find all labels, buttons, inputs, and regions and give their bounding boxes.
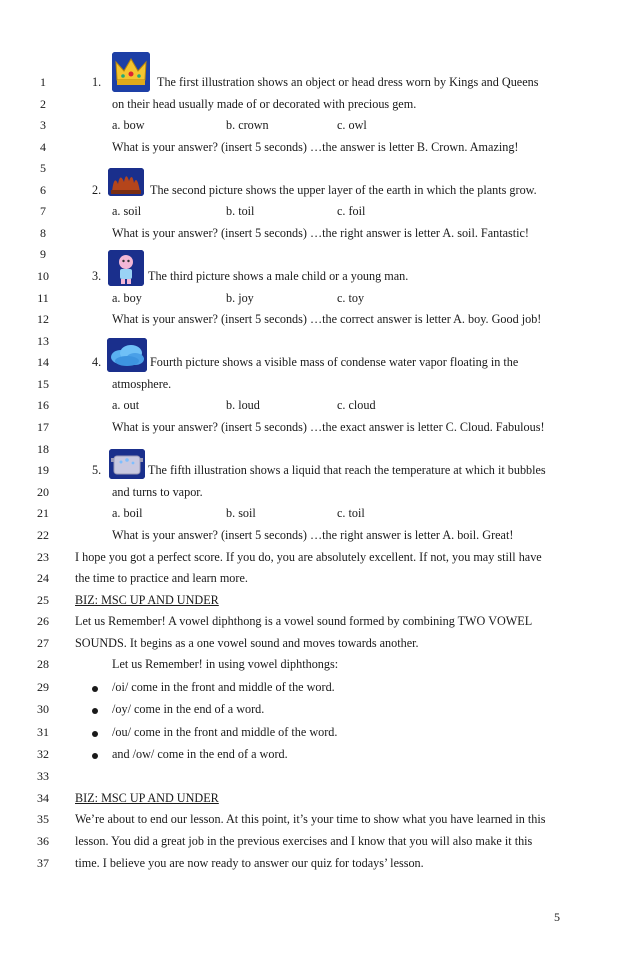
line-number: 18 bbox=[37, 442, 49, 456]
line-number: 3 bbox=[40, 118, 46, 132]
question-number: 3. bbox=[92, 269, 102, 283]
option-c: c. owl bbox=[337, 118, 367, 132]
line-number: 19 bbox=[37, 463, 49, 477]
question-number: 5. bbox=[92, 463, 102, 477]
paragraph-line: the time to practice and learn more. bbox=[75, 571, 248, 585]
option-c: c. toy bbox=[337, 291, 365, 305]
line-number: 25 bbox=[37, 593, 49, 607]
soil-icon bbox=[108, 168, 144, 196]
question-number: 4. bbox=[92, 355, 102, 369]
cloud-icon bbox=[107, 338, 147, 372]
paragraph-line: time. I believe you are now ready to answer our quiz for todays’ lesson. bbox=[75, 856, 424, 870]
line-number: 11 bbox=[37, 291, 49, 305]
question-number: 2. bbox=[92, 183, 102, 197]
line-number: 13 bbox=[37, 334, 49, 348]
line-number: 36 bbox=[37, 834, 49, 848]
line-number: 35 bbox=[37, 812, 49, 826]
option-b: b. soil bbox=[226, 506, 256, 520]
section-cue: BIZ: MSC UP AND UNDER bbox=[75, 791, 219, 805]
question-text: The second picture shows the upper layer of the earth in which the plants grow. bbox=[150, 183, 537, 197]
crown-icon bbox=[112, 52, 150, 92]
line-number: 32 bbox=[37, 747, 49, 761]
paragraph-line: SOUNDS. It begins as a one vowel sound and moves towards another. bbox=[75, 636, 419, 650]
boy-icon bbox=[108, 250, 144, 286]
line-number: 26 bbox=[37, 614, 49, 628]
question-text: The fifth illustration shows a liquid that reach the temperature at which it bubbles bbox=[148, 463, 546, 477]
line-number: 5 bbox=[40, 161, 46, 175]
line-number: 34 bbox=[37, 791, 49, 805]
line-number: 17 bbox=[37, 420, 49, 434]
option-a: a. soil bbox=[112, 204, 142, 218]
option-b: b. toil bbox=[226, 204, 255, 218]
question-text: The first illustration shows an object or head dress worn by Kings and Queens bbox=[157, 75, 539, 89]
bullet-item: /oy/ come in the end of a word. bbox=[112, 702, 265, 716]
option-b: b. loud bbox=[226, 398, 260, 412]
line-number: 30 bbox=[37, 702, 49, 716]
answer-text: What is your answer? (insert 5 seconds) …the correct answer is letter A. boy. Good job! bbox=[112, 312, 542, 326]
boiling-pot-icon bbox=[109, 449, 145, 479]
bullet-marker bbox=[92, 731, 98, 737]
option-b: b. joy bbox=[226, 291, 254, 305]
line-number: 24 bbox=[37, 571, 49, 585]
line-number: 10 bbox=[37, 269, 49, 283]
line-number: 16 bbox=[37, 398, 49, 412]
line-number: 7 bbox=[40, 204, 46, 218]
bullet-marker bbox=[92, 708, 98, 714]
line-number: 37 bbox=[37, 856, 49, 870]
line-number: 12 bbox=[37, 312, 49, 326]
answer-text: What is your answer? (insert 5 seconds) …the right answer is letter A. boil. Great! bbox=[112, 528, 514, 542]
option-c: c. cloud bbox=[337, 398, 376, 412]
question-text-continued: on their head usually made of or decorated with precious gem. bbox=[112, 97, 417, 111]
question-number: 1. bbox=[92, 75, 102, 89]
line-number: 9 bbox=[40, 247, 46, 261]
answer-text: What is your answer? (insert 5 seconds) …the answer is letter B. Crown. Amazing! bbox=[112, 140, 519, 154]
paragraph-line: I hope you got a perfect score. If you do, you are absolutely excellent. If not, you may still have bbox=[75, 550, 542, 564]
question-text-continued: atmosphere. bbox=[112, 377, 172, 391]
question-text-continued: and turns to vapor. bbox=[112, 485, 203, 499]
remember-intro: Let us Remember! in using vowel diphthongs: bbox=[112, 657, 339, 671]
bullet-marker bbox=[92, 686, 98, 692]
question-text: Fourth picture shows a visible mass of condense water vapor floating in the bbox=[150, 355, 519, 369]
answer-text: What is your answer? (insert 5 seconds) …the right answer is letter A. soil. Fantastic! bbox=[112, 226, 529, 240]
line-number: 29 bbox=[37, 680, 49, 694]
option-a: a. bow bbox=[112, 118, 145, 132]
paragraph-line: lesson. You did a great job in the previous exercises and I know that you will also make it this bbox=[75, 834, 533, 848]
line-number: 20 bbox=[37, 485, 49, 499]
line-number: 33 bbox=[37, 769, 49, 783]
line-number: 1 bbox=[40, 75, 46, 89]
line-number: 21 bbox=[37, 506, 49, 520]
answer-text: What is your answer? (insert 5 seconds) …the exact answer is letter C. Cloud. Fabulous! bbox=[112, 420, 545, 434]
line-number: 23 bbox=[37, 550, 49, 564]
bullet-item: and /ow/ come in the end of a word. bbox=[112, 747, 288, 761]
bullet-marker bbox=[92, 753, 98, 759]
line-number: 15 bbox=[37, 377, 49, 391]
bullet-item: /ou/ come in the front and middle of the word. bbox=[112, 725, 338, 739]
line-number: 22 bbox=[37, 528, 49, 542]
section-cue: BIZ: MSC UP AND UNDER bbox=[75, 593, 219, 607]
page-number: 5 bbox=[554, 910, 560, 924]
line-number: 31 bbox=[37, 725, 49, 739]
line-number: 6 bbox=[40, 183, 46, 197]
line-number: 2 bbox=[40, 97, 46, 111]
line-number: 8 bbox=[40, 226, 46, 240]
option-a: a. boy bbox=[112, 291, 142, 305]
line-number: 27 bbox=[37, 636, 49, 650]
option-a: a. out bbox=[112, 398, 140, 412]
option-c: c. foil bbox=[337, 204, 366, 218]
question-text: The third picture shows a male child or a young man. bbox=[148, 269, 409, 283]
bullet-item: /oi/ come in the front and middle of the word. bbox=[112, 680, 335, 694]
option-a: a. boil bbox=[112, 506, 143, 520]
paragraph-line: Let us Remember! A vowel diphthong is a vowel sound formed by combining TWO VOWEL bbox=[75, 614, 533, 628]
line-number: 14 bbox=[37, 355, 49, 369]
line-number: 28 bbox=[37, 657, 49, 671]
line-number: 4 bbox=[40, 140, 46, 154]
option-b: b. crown bbox=[226, 118, 269, 132]
option-c: c. toil bbox=[337, 506, 365, 520]
paragraph-line: We’re about to end our lesson. At this point, it’s your time to show what you have learned in this bbox=[75, 812, 546, 826]
